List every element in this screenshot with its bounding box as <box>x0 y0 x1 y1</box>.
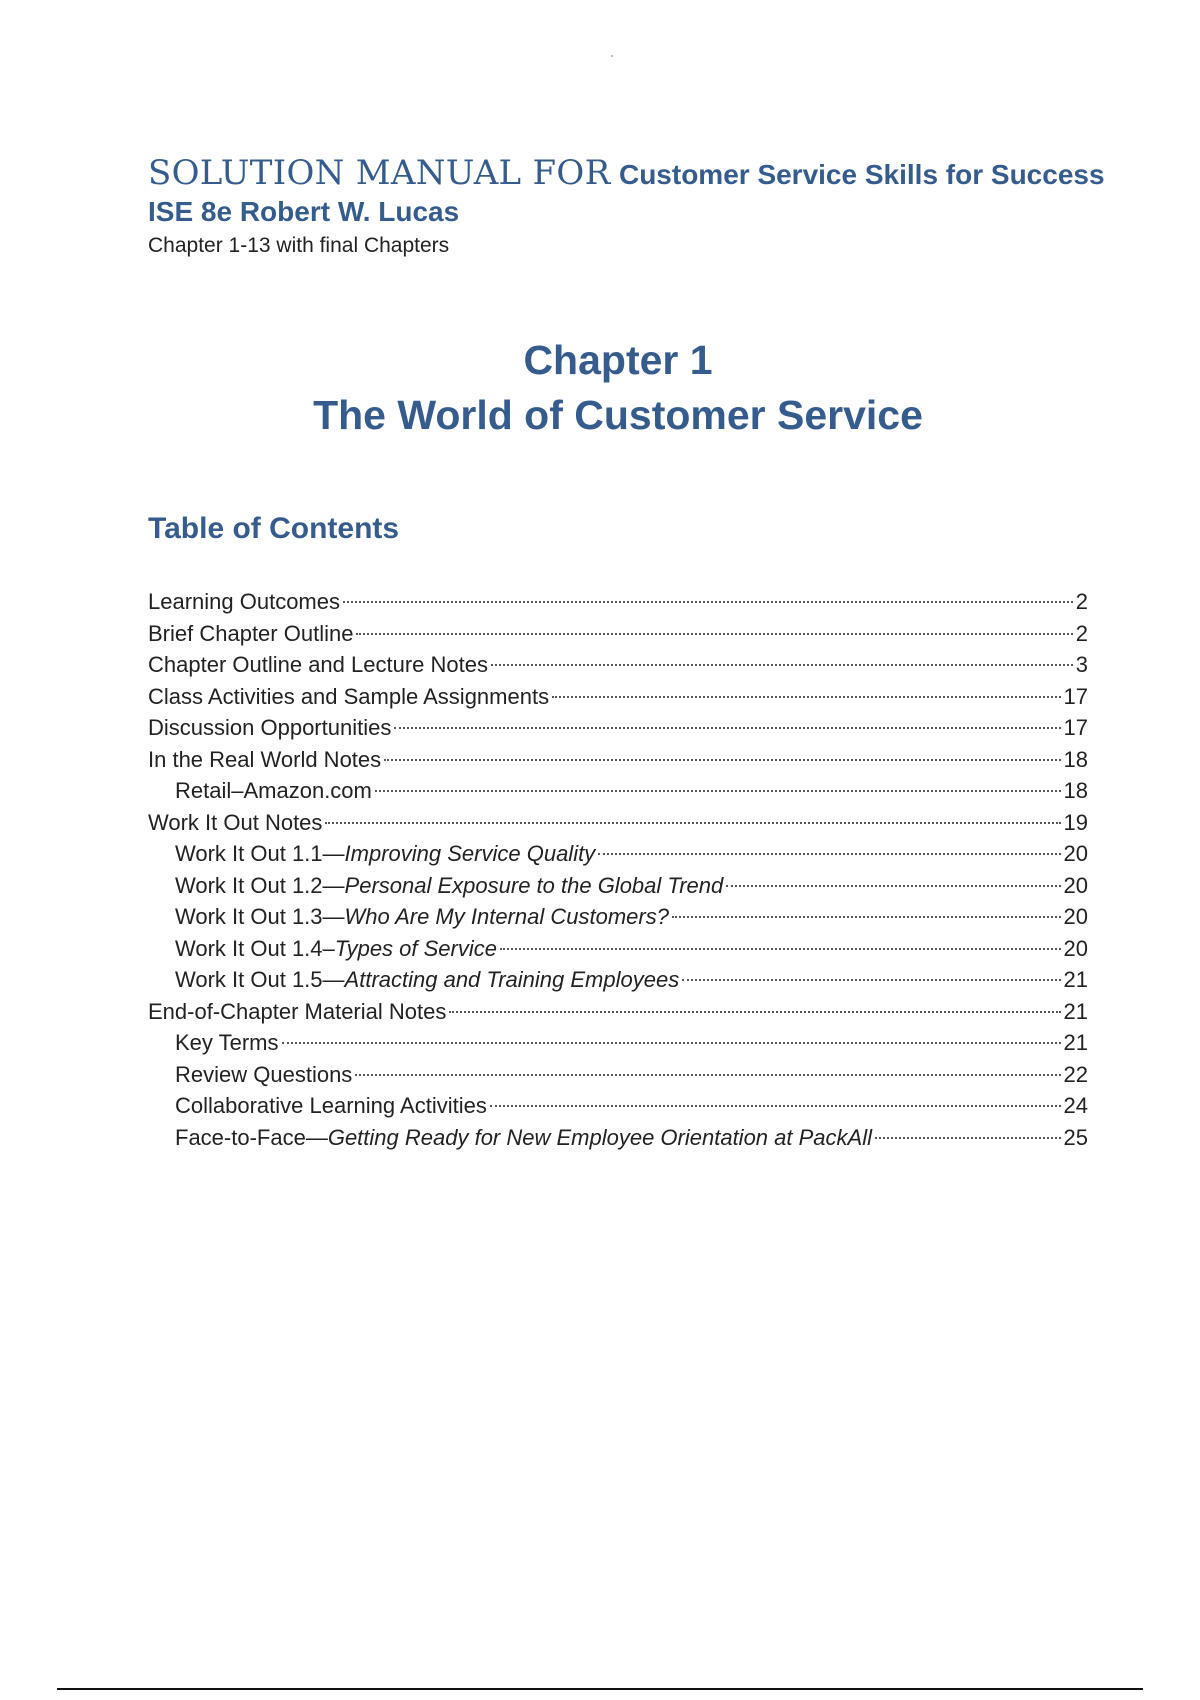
toc-entry-label <box>148 996 446 1028</box>
toc-entry[interactable] <box>148 1090 1088 1122</box>
toc-entry-label <box>148 618 353 650</box>
book-title: Customer Service Skills for Success <box>618 159 1105 190</box>
toc-entry-text: Work It Out 1.1— <box>175 841 345 866</box>
toc-entry-text: Work It Out Notes <box>148 809 323 835</box>
toc-dot-leader <box>355 1074 1060 1076</box>
toc-dot-leader <box>282 1042 1061 1044</box>
toc-entry-label <box>148 807 322 839</box>
toc-heading: Table of Contents <box>148 512 400 545</box>
toc-entry-italic-text: Improving Service Quality <box>344 841 596 866</box>
toc-entry-text: Work It Out 1.2— <box>175 872 345 898</box>
toc-entry-text: Retail–Amazon.com <box>175 778 372 803</box>
toc-entry[interactable] <box>148 807 1088 839</box>
toc-entry-label <box>175 870 723 902</box>
toc-dot-leader <box>491 664 1073 666</box>
toc-dot-leader <box>552 696 1060 698</box>
chapter-heading <box>0 336 1200 440</box>
toc-page-number: 21 <box>1063 998 1088 1024</box>
toc-entry[interactable] <box>148 933 1088 965</box>
toc-entry[interactable] <box>148 901 1088 933</box>
toc-page-number: 20 <box>1063 904 1088 929</box>
toc-dot-leader <box>500 948 1061 950</box>
toc-entry-label <box>175 775 372 807</box>
toc-entry[interactable] <box>148 964 1088 996</box>
toc-entry-label <box>148 744 381 776</box>
toc-entry[interactable] <box>148 586 1088 618</box>
toc-entry-text: Review Questions <box>175 1061 353 1087</box>
toc-entry[interactable] <box>148 870 1088 902</box>
toc-entry-italic-text: Attracting and Training Employees <box>344 967 680 992</box>
toc-page-number: 18 <box>1063 778 1088 803</box>
toc-page-number: 3 <box>1075 652 1088 677</box>
toc-entry-label <box>148 712 391 744</box>
toc-entry-text: Work It Out 1.4– <box>175 935 335 961</box>
toc-entry-text: End-of-Chapter Material Notes <box>148 998 447 1024</box>
toc-dot-leader <box>490 1105 1061 1107</box>
toc-entry-label <box>175 1090 487 1122</box>
toc-entry[interactable] <box>148 712 1088 744</box>
toc-dot-leader <box>325 822 1060 824</box>
toc-entry-label <box>148 586 340 618</box>
toc-entry-text: Work It Out 1.5— <box>175 967 345 992</box>
chapter-number: Chapter 1 <box>523 337 713 383</box>
toc-entry[interactable] <box>148 618 1088 650</box>
toc-dot-leader <box>598 853 1060 855</box>
toc-entry[interactable] <box>148 775 1088 807</box>
toc-entry-italic-text: Types of Service <box>334 935 497 961</box>
edition-author: ISE 8e Robert W. Lucas <box>148 196 460 227</box>
header-title-line <box>148 153 1128 193</box>
chapter-title: The World of Customer Service <box>313 392 923 439</box>
toc-entry-text: Brief Chapter Outline <box>148 620 354 646</box>
toc-entry-label <box>175 901 669 933</box>
chapter-coverage: Chapter 1-13 with final Chapters <box>148 234 450 257</box>
document-header <box>148 153 1128 258</box>
toc-entry-label <box>148 681 549 713</box>
toc-entry-label <box>175 1122 872 1154</box>
toc-page-number: 2 <box>1075 620 1088 646</box>
toc-entry-label <box>148 649 488 681</box>
toc-entry-label <box>175 933 497 965</box>
toc-dot-leader <box>875 1137 1061 1139</box>
toc-page-number: 24 <box>1063 1093 1088 1118</box>
toc-entry-text: Key Terms <box>175 1030 279 1055</box>
toc-page-number: 19 <box>1063 809 1088 835</box>
toc-entry[interactable] <box>148 996 1088 1028</box>
toc-entry-label <box>175 1059 352 1091</box>
toc-page-number: 21 <box>1063 1030 1088 1055</box>
toc-page-number: 17 <box>1063 715 1088 740</box>
toc-page-number: 20 <box>1063 935 1088 961</box>
toc-page-number: 22 <box>1063 1061 1088 1087</box>
table-of-contents <box>148 586 1088 1153</box>
toc-entry[interactable] <box>148 1122 1088 1154</box>
toc-entry-text: Learning Outcomes <box>148 589 340 614</box>
solution-manual-prefix: SOLUTION MANUAL FOR <box>148 153 611 193</box>
toc-page-number: 18 <box>1063 746 1088 772</box>
toc-entry[interactable] <box>148 681 1088 713</box>
toc-dot-leader <box>394 727 1060 729</box>
toc-page-number: 25 <box>1063 1124 1088 1150</box>
toc-dot-leader <box>726 885 1060 887</box>
toc-entry-text: Work It Out 1.3— <box>175 904 345 929</box>
toc-page-number: 2 <box>1075 589 1088 614</box>
toc-entry[interactable] <box>148 1027 1088 1059</box>
toc-entry[interactable] <box>148 1059 1088 1091</box>
toc-entry-text: Discussion Opportunities <box>148 715 392 740</box>
toc-entry[interactable] <box>148 838 1088 870</box>
footer-rule <box>57 1688 1143 1690</box>
toc-entry-text: Collaborative Learning Activities <box>175 1093 487 1118</box>
toc-entry-text: Face-to-Face— <box>175 1124 328 1150</box>
toc-dot-leader <box>672 916 1061 918</box>
toc-dot-leader <box>384 759 1060 761</box>
toc-entry-italic-text: Personal Exposure to the Global Trend <box>344 872 724 898</box>
toc-page-number: 20 <box>1063 841 1088 866</box>
scan-speck <box>611 55 613 57</box>
toc-dot-leader <box>682 979 1060 981</box>
toc-entry-label <box>175 964 679 996</box>
toc-dot-leader <box>375 790 1061 792</box>
toc-entry-text: Chapter Outline and Lecture Notes <box>148 652 488 677</box>
toc-entry-text: Class Activities and Sample Assignments <box>148 683 550 709</box>
toc-dot-leader <box>343 601 1073 603</box>
toc-page-number: 21 <box>1063 967 1088 992</box>
toc-entry[interactable] <box>148 744 1088 776</box>
toc-page-number: 17 <box>1063 683 1088 709</box>
toc-dot-leader <box>356 633 1072 635</box>
toc-entry-text: In the Real World Notes <box>148 746 382 772</box>
toc-entry[interactable] <box>148 649 1088 681</box>
toc-entry-label <box>175 838 595 870</box>
toc-entry-italic-text: Who Are My Internal Customers? <box>344 904 669 929</box>
toc-dot-leader <box>449 1011 1060 1013</box>
toc-entry-label <box>175 1027 279 1059</box>
toc-page-number: 20 <box>1063 872 1088 898</box>
toc-entry-italic-text: Getting Ready for New Employee Orientation at PackAll <box>327 1124 872 1150</box>
